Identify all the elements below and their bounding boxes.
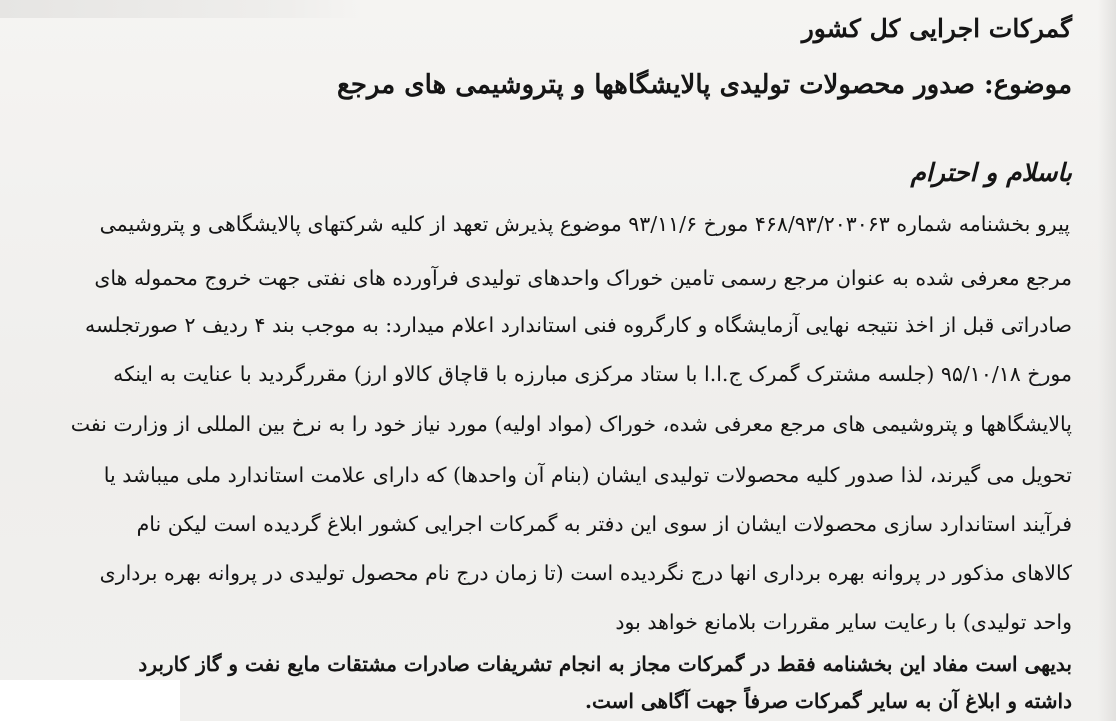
body-line-2: مرجع معرفی شده به عنوان مرجع رسمی تامین خوراک واحدهای تولیدی فرآورده های نفتی جهت خروج محموله های xyxy=(94,266,1072,290)
body-line-6: تحویل می گیرند، لذا صدور کلیه محصولات تولیدی ایشان (بنام آن واحدها) که دارای علامت استاندارد ملی میباشد یا xyxy=(103,463,1072,487)
greeting: باسلام و احترام xyxy=(910,158,1072,187)
body-line-7: فرآیند استاندارد سازی محصولات ایشان از سوی این دفتر به گمرکات اجرایی کشور ابلاغ گردیده است لیکن نام xyxy=(136,512,1072,536)
subject-line: موضوع: صدور محصولات تولیدی پالایشگاهها و پتروشیمی های مرجع xyxy=(336,70,1072,100)
emphasis-line-1: بدیهی است مفاد این بخشنامه فقط در گمرکات مجاز به انجام تشریفات صادرات مشتقات مایع نفت و گاز کاربرد xyxy=(138,652,1072,676)
scan-blank-corner xyxy=(0,680,180,721)
body-line-9: واحد تولیدی) با رعایت سایر مقررات بلامانع خواهد بود xyxy=(615,610,1072,634)
body-line-1: پیرو بخشنامه شماره ۴۶۸/۹۳/۲۰۳۰۶۳ مورخ ۹۳/۱۱/۶ موضوع پذیرش تعهد از کلیه شرکتهای پالایشگاهی و پتروشیمی xyxy=(99,212,1070,236)
scan-smudge xyxy=(0,0,360,18)
body-line-5: پالایشگاهها و پتروشیمی های مرجع معرفی شده، خوراک (مواد اولیه) مورد نیاز خود را به نرخ بین المللی از وزارت نفت xyxy=(70,412,1072,436)
body-line-8: کالاهای مذکور در پروانه بهره برداری انها درج نگردیده است (تا زمان درج نام محصول تولیدی در پروانه بهره برداری xyxy=(99,561,1072,585)
emphasis-line-2: داشته و ابلاغ آن به سایر گمرکات صرفاً جهت آگاهی است. xyxy=(584,689,1072,713)
body-line-4: مورخ ۹۵/۱۰/۱۸ (جلسه مشترک گمرک ج.ا.ا با ستاد مرکزی مبارزه با قاچاق کالاو ارز) مقررگردید با عنایت به اینکه xyxy=(113,362,1072,386)
scan-edge-shadow xyxy=(1098,0,1116,721)
organization-title: گمرکات اجرایی کل کشور xyxy=(801,14,1072,43)
body-line-3: صادراتی قبل از اخذ نتیجه نهایی آزمایشگاه و کارگروه فنی استاندارد اعلام میدارد: به موجب بند ۴ ردیف ۲ صورتجلسه xyxy=(85,313,1072,337)
